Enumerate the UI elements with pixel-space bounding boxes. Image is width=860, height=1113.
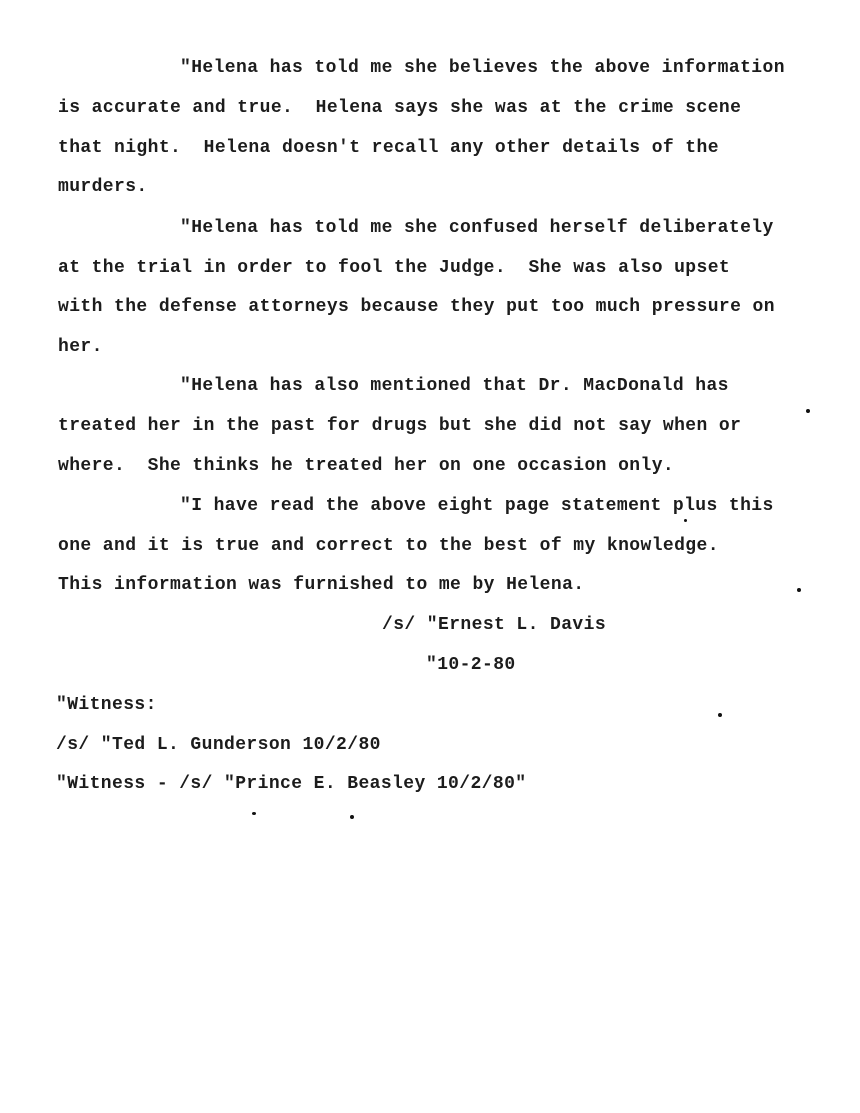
scan-speck <box>350 815 354 819</box>
paragraph-treatment-line-3: where. She thinks he treated her on one occasion only. <box>58 456 675 476</box>
witness-heading: "Witness: <box>56 695 157 715</box>
scan-speck <box>718 713 722 717</box>
scan-speck <box>806 409 810 413</box>
witness-1: /s/ "Ted L. Gunderson 10/2/80 <box>56 735 381 755</box>
signature-date: "10-2-80 <box>426 655 516 675</box>
paragraph-treatment-line-2: treated her in the past for drugs but she did not say when or <box>58 416 742 436</box>
signature-signer: /s/ "Ernest L. Davis <box>382 615 607 635</box>
paragraph-accuracy-line-3: that night. Helena doesn't recall any other details of the <box>58 138 719 158</box>
paragraph-statement-line-2: one and it is true and correct to the best of my knowledge. <box>58 536 719 556</box>
scan-speck <box>797 588 801 592</box>
paragraph-accuracy-line-2: is accurate and true. Helena says she was at the crime scene <box>58 98 742 118</box>
paragraph-trial-line-2: at the trial in order to fool the Judge. She was also upset <box>58 258 731 278</box>
paragraph-statement-line-3: This information was furnished to me by Helena. <box>58 575 585 595</box>
scan-speck <box>252 812 256 815</box>
paragraph-accuracy-line-4: murders. <box>58 177 148 197</box>
paragraph-statement-line-1: "I have read the above eight page statement plus this <box>180 496 774 516</box>
paragraph-treatment-line-1: "Helena has also mentioned that Dr. MacDonald has <box>180 376 729 396</box>
paragraph-trial-line-1: "Helena has told me she confused herself deliberately <box>180 218 774 238</box>
paragraph-trial-line-3: with the defense attorneys because they put too much pressure on <box>58 297 775 317</box>
paragraph-accuracy-line-1: "Helena has told me she believes the above information <box>180 58 785 78</box>
scan-speck <box>684 519 687 522</box>
paragraph-trial-line-4: her. <box>58 337 103 357</box>
witness-2: "Witness - /s/ "Prince E. Beasley 10/2/80" <box>56 774 527 794</box>
